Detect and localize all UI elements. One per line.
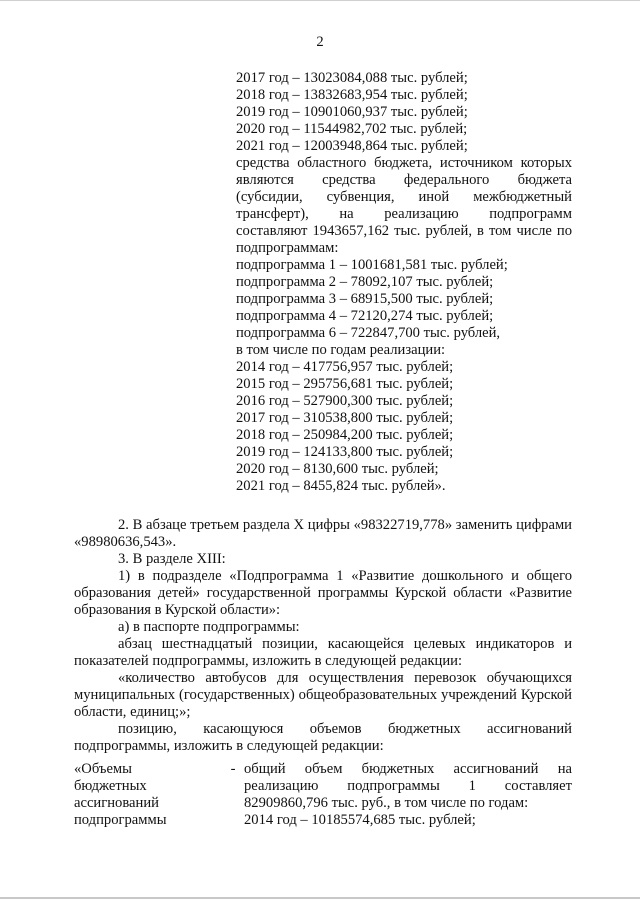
scan-bottom-edge [0,897,640,899]
passport-label: бюджетных [74,778,147,794]
passport-row [74,778,572,795]
passport-row [74,812,572,829]
year-line: 2020 год – 8130,600 тыс. рублей; [236,461,439,477]
passport-value: общий объем бюджетных ассигнований на [244,761,572,777]
paragraph-passport: а) в паспорте подпрограммы: [118,619,300,635]
funding-line: в том числе по годам реализации: [236,342,446,358]
year-line: 2021 год – 8455,824 тыс. рублей». [236,478,446,494]
funding-line: 2021 год – 12003948,864 тыс. рублей; [236,138,468,154]
passport-label: ассигнований [74,795,159,811]
passport-value: 2014 год – 10185574,685 тыс. рублей; [244,812,476,828]
year-line: 2014 год – 417756,957 тыс. рублей; [236,359,454,375]
passport-dash: - [230,761,236,777]
funding-line: трансферт), на реализацию подпрограмм [236,206,572,222]
funding-line: являются средства федерального бюджета [236,172,572,188]
scan-top-edge [0,0,640,1]
paragraph-section-xiii: 3. В разделе XIII: [118,551,226,567]
paragraph-budget-position: позицию, касающуюся объемов бюджетных ассигнований подпрограммы, изложить в следующей редакции: [74,721,572,754]
paragraph-buses-quote: «количество автобусов для осуществления перевозок обучающихся муниципальных (государственных) общеобразовательных учреждений Курской области, единиц;»; [74,670,572,720]
funding-line: 2020 год – 11544982,702 тыс. рублей; [236,121,468,137]
passport-label: «Объемы [74,761,132,777]
year-line: 2018 год – 250984,200 тыс. рублей; [236,427,454,443]
paragraph-subsection: 1) в подразделе «Подпрограмма 1 «Развитие дошкольного и общего образования детей» государственной программы Курской области «Развитие образования в Курской области»: [74,568,572,618]
subprogram-line: подпрограмма 3 – 68915,500 тыс. рублей; [236,291,494,307]
subprogram-line: подпрограмма 6 – 722847,700 тыс. рублей, [236,325,501,341]
year-line: 2019 год – 124133,800 тыс. рублей; [236,444,454,460]
paragraph-indicators: абзац шестнадцатый позиции, касающейся целевых индикаторов и показателей подпрограммы, изложить в следующей редакции: [74,636,572,669]
year-line: 2015 год – 295756,681 тыс. рублей; [236,376,454,392]
passport-row [74,761,572,778]
funding-line: составляют 1943657,162 тыс. рублей, в том числе по [236,223,572,239]
paragraph-section-x: 2. В абзаце третьем раздела X цифры «98322719,778» заменить цифрами «98980636,543». [74,517,572,550]
passport-label: подпрограммы [74,812,167,828]
funding-line: 2019 год – 10901060,937 тыс. рублей; [236,104,468,120]
funding-line: (субсидии, субвенция, иной межбюджетный [236,189,572,205]
funding-block [236,70,572,495]
subprogram-line: подпрограмма 4 – 72120,274 тыс. рублей; [236,308,494,324]
passport-row [74,795,572,812]
funding-line: подпрограммам: [236,240,339,256]
subprogram-line: подпрограмма 2 – 78092,107 тыс. рублей; [236,274,494,290]
funding-line: средства областного бюджета, источником которых [236,155,572,171]
year-line: 2016 год – 527900,300 тыс. рублей; [236,393,454,409]
passport-table [74,761,572,829]
funding-line: 2018 год – 13832683,954 тыс. рублей; [236,87,468,103]
passport-value: 82909860,796 тыс. руб., в том числе по годам: [244,795,529,811]
page-number: 2 [316,34,324,50]
year-line: 2017 год – 310538,800 тыс. рублей; [236,410,454,426]
passport-value: реализацию подпрограммы 1 составляет [244,778,572,794]
subprogram-line: подпрограмма 1 – 1001681,581 тыс. рублей; [236,257,508,273]
funding-line: 2017 год – 13023084,088 тыс. рублей; [236,70,468,86]
document-body [74,517,572,755]
